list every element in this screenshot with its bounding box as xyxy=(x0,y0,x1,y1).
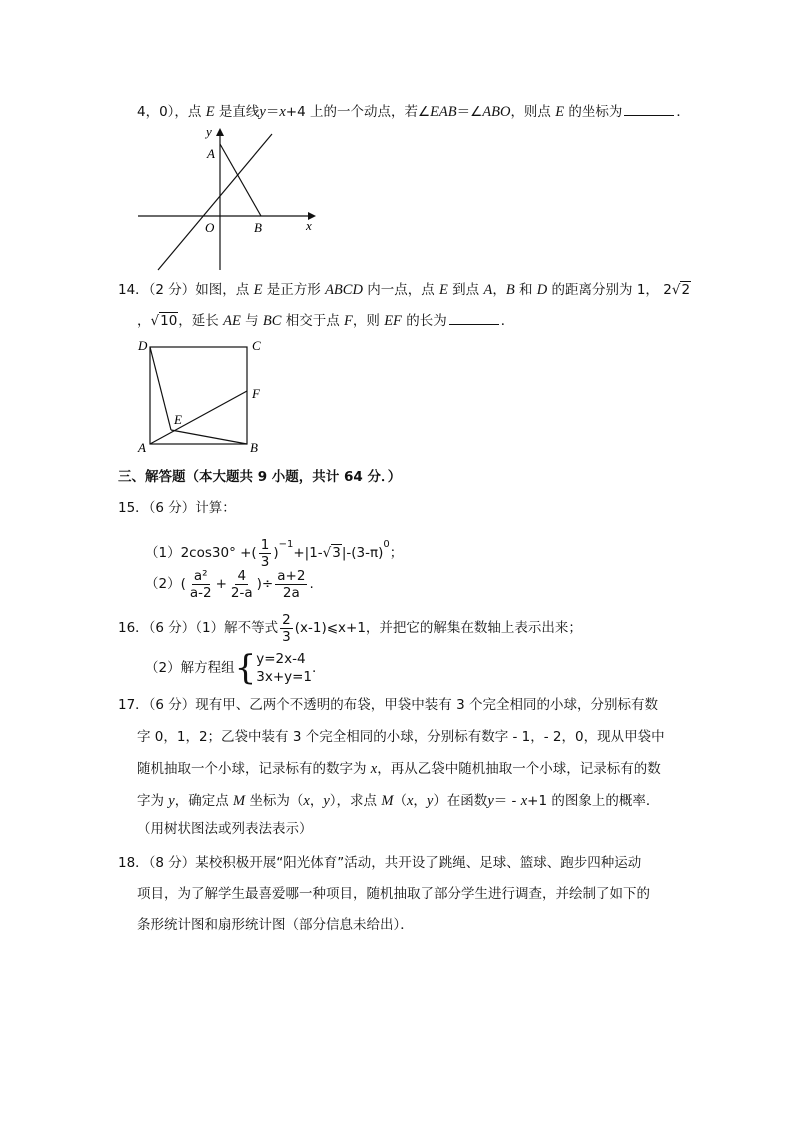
q17-l4j: +1 的图象上的概率． xyxy=(527,793,660,809)
q15-p2-b: )÷ xyxy=(256,576,274,592)
q14-end: ． xyxy=(500,313,515,329)
q14-label-D: D xyxy=(138,338,148,353)
q14-line2 xyxy=(137,311,514,331)
q14-l2c: 与 xyxy=(240,313,263,329)
q14-label-B: B xyxy=(250,440,258,455)
q14-root1-coef: 2 xyxy=(663,282,672,298)
q17-l4i: ＝ - xyxy=(493,793,521,809)
q16-eq2: 3x+y=1 xyxy=(256,669,313,685)
q15-p1-d: +|1- xyxy=(293,545,323,561)
q15-p2-frac3 xyxy=(275,568,307,601)
q14-EF: EF xyxy=(384,313,402,329)
q15-part1 xyxy=(145,528,403,570)
q14-seg-eb xyxy=(171,430,247,444)
q15-p2-n2: 4 xyxy=(237,567,247,584)
q17-line4 xyxy=(137,791,659,811)
q16-part1 xyxy=(118,610,582,646)
q13-label-B: B xyxy=(254,220,262,235)
q13-c: ，则点 xyxy=(510,104,556,120)
q14-root1: √2 xyxy=(671,282,691,298)
q16-system xyxy=(256,650,312,686)
q15-p2-n1: a² xyxy=(193,567,208,584)
q14-root2: √10 xyxy=(150,313,178,329)
q13-end: ． xyxy=(676,104,690,120)
q13-label-A: A xyxy=(207,146,215,161)
q14-l2e: ，则 xyxy=(352,313,385,329)
q18-line2: 项目，为了解学生最喜爱哪一种项目，随机抽取了部分学生进行调查，并绘制了如下的 xyxy=(137,886,650,902)
q13-angle-eab: EAB xyxy=(430,104,457,120)
q14-l2d: 相交于点 xyxy=(281,313,345,329)
q14-BC: BC xyxy=(262,313,282,329)
q17-M2: M xyxy=(381,793,394,809)
q17-y: y xyxy=(168,793,175,809)
q16-part2 xyxy=(145,648,316,688)
q14-F: F xyxy=(344,313,353,329)
q14-l2b: ，延长 xyxy=(178,313,224,329)
q17-line5: （用树状图法或列表法表示） xyxy=(137,821,313,837)
q15-p2-n3: a+2 xyxy=(277,567,306,584)
q13-E: E xyxy=(205,104,215,120)
q15-p1-den: 3 xyxy=(260,553,270,570)
q13-answer-blank xyxy=(624,102,674,116)
q15-p1-fraction xyxy=(259,537,272,570)
q13-label-x: x xyxy=(306,218,312,233)
q15-p1-c: ) xyxy=(273,545,279,561)
q17-line3 xyxy=(137,759,661,779)
q18-line1: 18．（8 分）某校积极开展“阳光体育”活动，共开设了跳绳、足球、篮球、跑步四种运动 xyxy=(118,855,642,871)
q16-eq1: y=2x-4 xyxy=(256,651,306,667)
q16-head: 16．（6 分）（1）解不等式 xyxy=(118,620,279,636)
q17-l3a: 随机抽取一个小球，记录标有的数字为 xyxy=(137,761,371,777)
q17-M: M xyxy=(233,793,246,809)
q14-AE: AE xyxy=(223,313,241,329)
q13-coordinate-figure xyxy=(134,124,334,274)
q13-d: 的坐标为 xyxy=(564,104,623,120)
q18-line3: 条形统计图和扇形统计图（部分信息未给出）． xyxy=(137,917,414,933)
q15-p2-frac2 xyxy=(229,568,255,601)
q17-l4d: ， xyxy=(309,793,324,809)
q15-p1-label: （1） xyxy=(145,545,181,561)
q17-l4b: ，确定点 xyxy=(174,793,234,809)
q17-y2: y xyxy=(323,793,330,809)
q16-brace: { xyxy=(234,648,257,688)
q16-fraction xyxy=(280,612,293,645)
q14-E2: E xyxy=(439,282,448,298)
q15-p2-a: ( xyxy=(180,576,186,592)
q17-l3b: ，再从乙袋中随机抽取一个小球，记录标有的数 xyxy=(377,761,661,777)
q15-p1-f: ； xyxy=(389,545,404,561)
q13-eq-y: y xyxy=(259,104,266,120)
q15-p2-d1: a-2 xyxy=(189,584,212,601)
q13-angle-abo: ABO xyxy=(482,104,511,120)
q15-p2-d2: 2-a xyxy=(230,584,253,601)
q15-p2-frac1 xyxy=(188,568,214,601)
q16-den: 3 xyxy=(282,628,291,645)
q15-part2 xyxy=(145,566,314,602)
q17-l4h: ）在函数 xyxy=(433,793,488,809)
q13-y-arrow xyxy=(216,128,224,136)
q13-eq-rest: +4 上的一个动点，若∠ xyxy=(285,104,431,120)
q13-label-y: y xyxy=(206,124,212,139)
q13-E2: E xyxy=(555,104,565,120)
q17-x: x xyxy=(370,761,378,777)
q15-p1-radicand: 3 xyxy=(332,545,341,561)
q13-b: 是直线 xyxy=(214,104,260,120)
q14-seg-de xyxy=(150,347,171,430)
q17-l4g: ， xyxy=(413,793,427,809)
q17-y3: y xyxy=(426,793,434,809)
q15-p2-label: （2） xyxy=(145,576,181,592)
q14-l1e: 和 xyxy=(514,282,537,298)
q14-label-C: C xyxy=(252,338,261,353)
q13-a: 4，0），点 xyxy=(137,104,206,120)
q14-seg-af xyxy=(150,391,247,444)
q14-A: A xyxy=(483,282,493,298)
q14-square-figure xyxy=(134,336,274,456)
q16-num: 2 xyxy=(282,611,291,628)
q14-E: E xyxy=(253,282,263,298)
q17-line2: 字 0，1，2；乙袋中装有 3 个完全相同的小球，分别标有数字 - 1，- 2，0，现从甲袋中 xyxy=(137,729,665,745)
q15-p1-sqrt: √3 xyxy=(322,545,341,561)
q17-func-x: x xyxy=(520,793,528,809)
q14-sep: ， xyxy=(492,282,506,298)
q13-eq-x: x xyxy=(279,104,286,120)
q13-text xyxy=(137,102,690,122)
q16-p2-label: （2）解方程组 xyxy=(145,660,235,676)
q13-eq-sign: ＝ xyxy=(265,104,280,120)
q14-square xyxy=(150,347,247,444)
q15-p1-num: 1 xyxy=(260,536,270,553)
q14-answer-blank xyxy=(449,311,499,325)
q14-root1-radicand: 2 xyxy=(681,282,691,298)
q16-inequality: (x-1)⩽x+1，并把它的解集在数轴上表示出来； xyxy=(294,620,582,636)
q14-label-F: F xyxy=(252,386,260,401)
q14-l2a: ， xyxy=(137,313,151,329)
q14-root2-radicand: 10 xyxy=(160,313,178,329)
q15-p1-exp: −1 xyxy=(278,539,294,550)
q15-head: 15．（6 分）计算： xyxy=(118,500,236,516)
q14-l1c: 内一点，点 xyxy=(362,282,440,298)
q14-l1f: 的距离分别为 1， xyxy=(547,282,659,298)
q14-D: D xyxy=(536,282,548,298)
q14-label-A: A xyxy=(138,440,146,455)
q14-label-E: E xyxy=(174,412,182,427)
q14-l1d: 到点 xyxy=(447,282,484,298)
q15-p1-cos: 2cos30° xyxy=(180,545,236,561)
q15-p2-end: . xyxy=(309,576,314,592)
q17-x2: x xyxy=(303,793,310,809)
q15-p2-d3: 2a xyxy=(282,584,300,601)
q14-l2f: 的长为 xyxy=(401,313,447,329)
q17-l4a: 字为 xyxy=(137,793,169,809)
q16-end: . xyxy=(312,660,317,676)
q13-label-O: O xyxy=(205,220,215,235)
q15-p2-plus: + xyxy=(215,576,227,592)
q15-p1-exp2: 0 xyxy=(383,539,390,550)
q14-l1b: 是正方形 xyxy=(262,282,326,298)
q17-func-y: y xyxy=(487,793,494,809)
q14-ABCD: ABCD xyxy=(325,282,363,298)
q15-p1-b: +( xyxy=(240,545,257,561)
q17-x3: x xyxy=(406,793,414,809)
q14-B: B xyxy=(505,282,515,298)
section3-title: 三、解答题（本大题共 9 小题，共计 64 分．） xyxy=(118,469,402,485)
q17-l4c: 坐标为（ xyxy=(245,793,304,809)
q17-l4e: ），求点 xyxy=(329,793,382,809)
q15-p1-e: |-(3-π) xyxy=(341,545,384,561)
q14-l1a: 14．（2 分）如图，点 xyxy=(118,282,254,298)
q13-angle-eq: ＝∠ xyxy=(456,104,483,120)
q13-line-yx4 xyxy=(158,134,272,270)
q17-line1: 17．（6 分）现有甲、乙两个不透明的布袋，甲袋中装有 3 个完全相同的小球，分别标有数 xyxy=(118,697,658,713)
q14-line1 xyxy=(118,280,691,300)
q17-l4f: （ xyxy=(393,793,407,809)
